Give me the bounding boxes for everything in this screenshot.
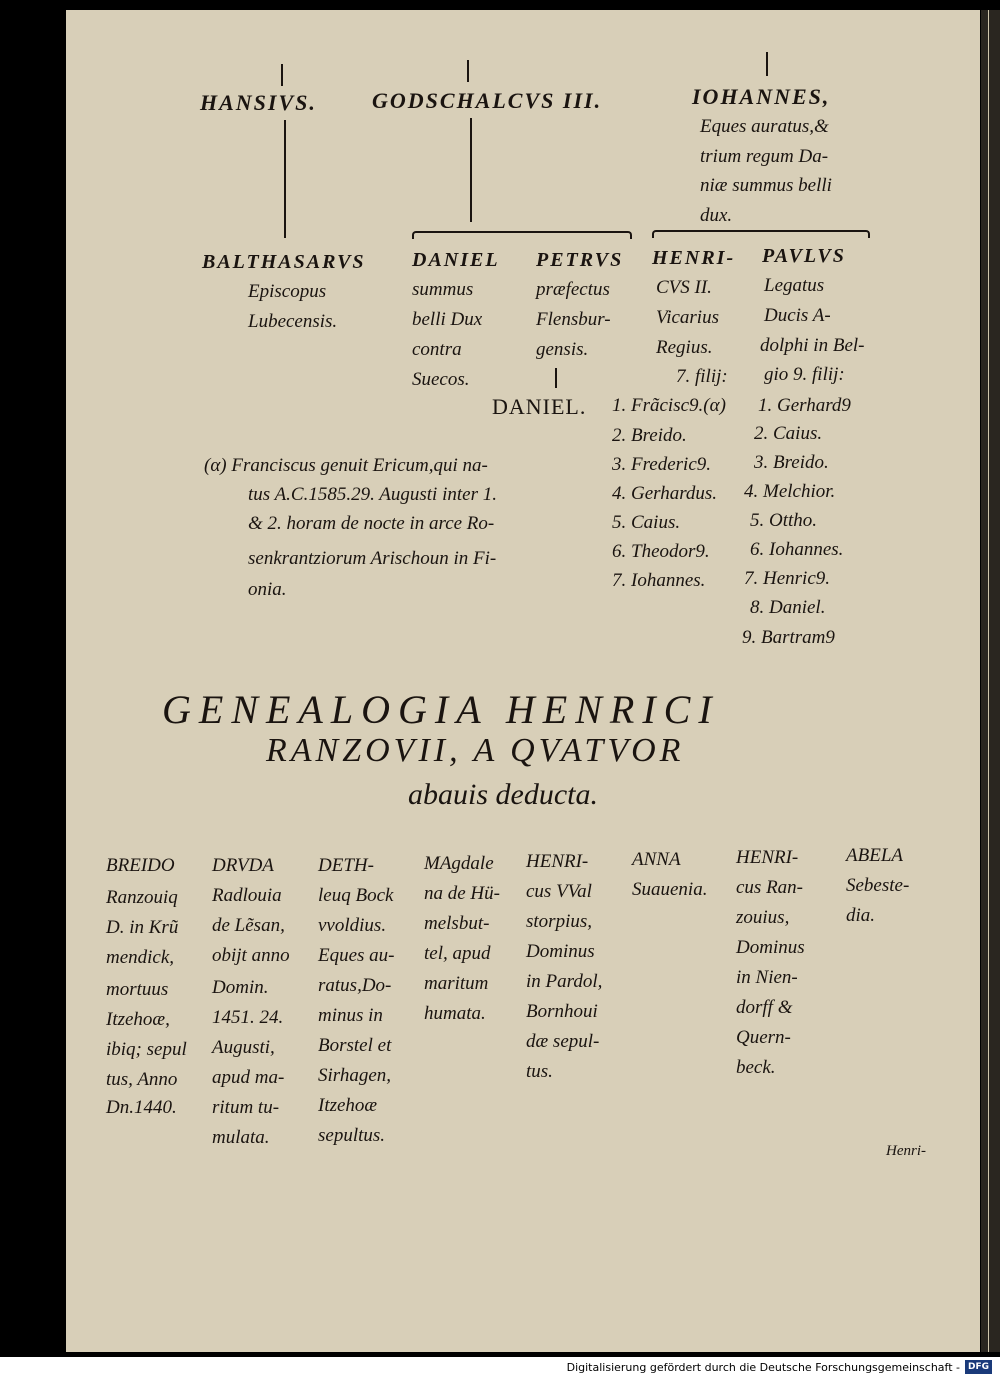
ancestor-line: Domin. [212, 977, 269, 998]
johannes-desc-2: trium regum Da- [700, 146, 829, 167]
footer-bar [0, 1357, 1000, 1378]
ancestor-line: ritum tu- [212, 1097, 280, 1118]
johannes-desc-4: dux. [700, 205, 733, 226]
ancestor-line: Sirhagen, [318, 1065, 392, 1086]
name-petrus: PETRVS [536, 249, 624, 271]
ancestor-line: storpius, [526, 911, 592, 932]
johannes-desc-3: niæ summus belli [700, 175, 832, 196]
henricus-son-6: 6. Theodor9. [612, 541, 710, 562]
paulus-son-3: 3. Breido. [754, 452, 829, 473]
book-page [66, 10, 980, 1352]
title-line-2: RANZOVII, A QVATVOR [266, 732, 685, 769]
name-godschalcus: GODSCHALCVS III. [372, 88, 603, 113]
henricus-son-3: 3. Frederic9. [612, 454, 712, 475]
name-hansius: HANSIVS. [200, 90, 317, 115]
name-daniel: DANIEL [412, 249, 500, 271]
footnote-line-1: (α) Franciscus genuit Ericum,qui na- [204, 455, 488, 476]
paulus-son-5: 5. Ottho. [750, 510, 818, 531]
name-johannes: IOHANNES, [692, 84, 831, 109]
ancestor-line: beck. [736, 1057, 776, 1078]
daniel-desc-3: contra [412, 339, 462, 360]
ancestor-line: Dn.1440. [106, 1097, 177, 1118]
ancestor-line: tel, apud [424, 943, 491, 964]
page-edge-line [988, 10, 989, 1352]
ancestor-line: Ranzouiq [106, 887, 178, 908]
ancestor-line: dæ sepul- [526, 1031, 600, 1052]
ancestor-name: HENRI- [736, 847, 799, 868]
ancestor-line: obijt anno [212, 945, 290, 966]
ancestor-line: Augusti, [212, 1037, 275, 1058]
connector-line [766, 52, 768, 76]
ancestor-line: de Lẽsan, [212, 915, 285, 936]
ancestor-line: Bornhoui [526, 1001, 598, 1022]
ancestor-line: apud ma- [212, 1067, 285, 1088]
henricus-son-2: 2. Breido. [612, 425, 687, 446]
ancestor-line: Itzehoæ [318, 1095, 378, 1116]
ancestor-line: humata. [424, 1003, 486, 1024]
ancestor-line: tus, Anno [106, 1069, 178, 1090]
page-edge [981, 10, 1000, 1352]
ancestor-line: cus VVal [526, 881, 592, 902]
dfg-logo: DFG [965, 1360, 992, 1374]
paulus-son-7: 7. Henric9. [744, 568, 831, 589]
petrus-desc-3: gensis. [536, 339, 589, 360]
ancestor-name: HENRI- [526, 851, 589, 872]
ancestor-line: sepultus. [318, 1125, 386, 1146]
ancestor-line: cus Ran- [736, 877, 804, 898]
ancestor-line: maritum [424, 973, 489, 994]
ancestor-line: vvoldius. [318, 915, 387, 936]
balthasarus-desc-1: Episcopus [248, 281, 327, 302]
paulus-desc-2: Ducis A- [764, 305, 831, 326]
ancestor-name: ANNA [632, 849, 681, 870]
footnote-line-4: senkrantziorum Arischoun in Fi- [248, 548, 497, 569]
henricus-desc-4: 7. filij: [676, 366, 728, 387]
ancestor-line: Radlouia [212, 885, 282, 906]
henricus-son-4: 4. Gerhardus. [612, 483, 718, 504]
ancestor-name: ABELA [846, 845, 903, 866]
ancestor-line: leuq Bock [318, 885, 394, 906]
footnote-line-2: tus A.C.1585.29. Augusti inter 1. [248, 484, 497, 505]
title-line-1: GENEALOGIA HENRICI [162, 687, 720, 732]
ancestor-line: Eques au- [318, 945, 395, 966]
ancestor-name: BREIDO [106, 855, 175, 876]
petrus-desc-1: præfectus [536, 279, 610, 300]
ancestor-name: DRVDA [212, 855, 274, 876]
ancestor-line: ratus,Do- [318, 975, 392, 996]
title-line-3: abauis deducta. [408, 778, 598, 811]
name-paulus: PAVLVS [762, 245, 846, 267]
paulus-desc-1: Legatus [764, 275, 825, 296]
petrus-desc-2: Flensbur- [536, 309, 611, 330]
daniel-label: DANIEL. [492, 394, 587, 419]
paulus-desc-3: dolphi in Bel- [760, 335, 865, 356]
ancestor-line: in Nien- [736, 967, 798, 988]
ancestor-line: zouius, [736, 907, 790, 928]
johannes-desc-1: Eques auratus,& [700, 116, 829, 137]
ancestor-line: ibiq; sepul [106, 1039, 187, 1060]
footnote-line-3: & 2. horam de nocte in arce Ro- [248, 513, 495, 534]
ancestor-name: DETH- [318, 855, 374, 876]
henricus-son-1: 1. Frãcisc9.(α) [612, 395, 726, 416]
ancestor-line: na de Hü- [424, 883, 500, 904]
footnote-line-5: onia. [248, 579, 287, 600]
name-balthasarus: BALTHASARVS [202, 251, 366, 273]
brace-connector [652, 230, 870, 238]
connector-line [284, 120, 286, 238]
ancestor-line: mortuus [106, 979, 169, 1000]
paulus-son-1: 1. Gerhard9 [758, 395, 851, 416]
paulus-desc-4: gio 9. filij: [764, 364, 845, 385]
connector-line [281, 64, 283, 86]
henricus-desc-3: Regius. [656, 337, 713, 358]
ancestor-line: Borstel et [318, 1035, 392, 1056]
henricus-son-7: 7. Iohannes. [612, 570, 706, 591]
henricus-son-5: 5. Caius. [612, 512, 681, 533]
paulus-son-4: 4. Melchior. [744, 481, 836, 502]
ancestor-line: Dominus [736, 937, 805, 958]
ancestor-line: Quern- [736, 1027, 791, 1048]
ancestor-line: 1451. 24. [212, 1007, 284, 1028]
ancestor-line: Dominus [526, 941, 595, 962]
ancestor-line: melsbut- [424, 913, 490, 934]
balthasarus-desc-2: Lubecensis. [248, 311, 338, 332]
daniel-desc-2: belli Dux [412, 309, 483, 330]
daniel-desc-4: Suecos. [412, 369, 470, 390]
paulus-son-9: 9. Bartram9 [742, 627, 835, 648]
ancestor-line: dia. [846, 905, 876, 926]
brace-connector [412, 231, 632, 239]
ancestor-line: Suauenia. [632, 879, 708, 900]
name-henricus: HENRI- [652, 247, 736, 269]
ancestor-line: Sebeste- [846, 875, 910, 896]
paulus-son-8: 8. Daniel. [750, 597, 826, 618]
ancestor-line: mulata. [212, 1127, 270, 1148]
henricus-desc-2: Vicarius [656, 307, 719, 328]
ancestor-line: Itzehoæ, [106, 1009, 170, 1030]
ancestor-line: in Pardol, [526, 971, 603, 992]
connector-line [555, 368, 557, 388]
paulus-son-2: 2. Caius. [754, 423, 823, 444]
ancestor-line: D. in Krũ [106, 917, 179, 938]
footer-credit: Digitalisierung gefördert durch die Deutsche Forschungsgemeinschaft - [566, 1361, 960, 1374]
ancestor-line: dorff & [736, 997, 793, 1018]
catchword: Henri- [886, 1143, 926, 1159]
paulus-son-6: 6. Iohannes. [750, 539, 844, 560]
ancestor-name: MAgdale [424, 853, 494, 874]
connector-line [467, 60, 469, 82]
ancestor-line: tus. [526, 1061, 553, 1082]
henricus-desc-1: CVS II. [656, 277, 712, 298]
connector-line [470, 118, 472, 222]
ancestor-line: minus in [318, 1005, 383, 1026]
ancestor-line: mendick, [106, 947, 175, 968]
daniel-desc-1: summus [412, 279, 474, 300]
